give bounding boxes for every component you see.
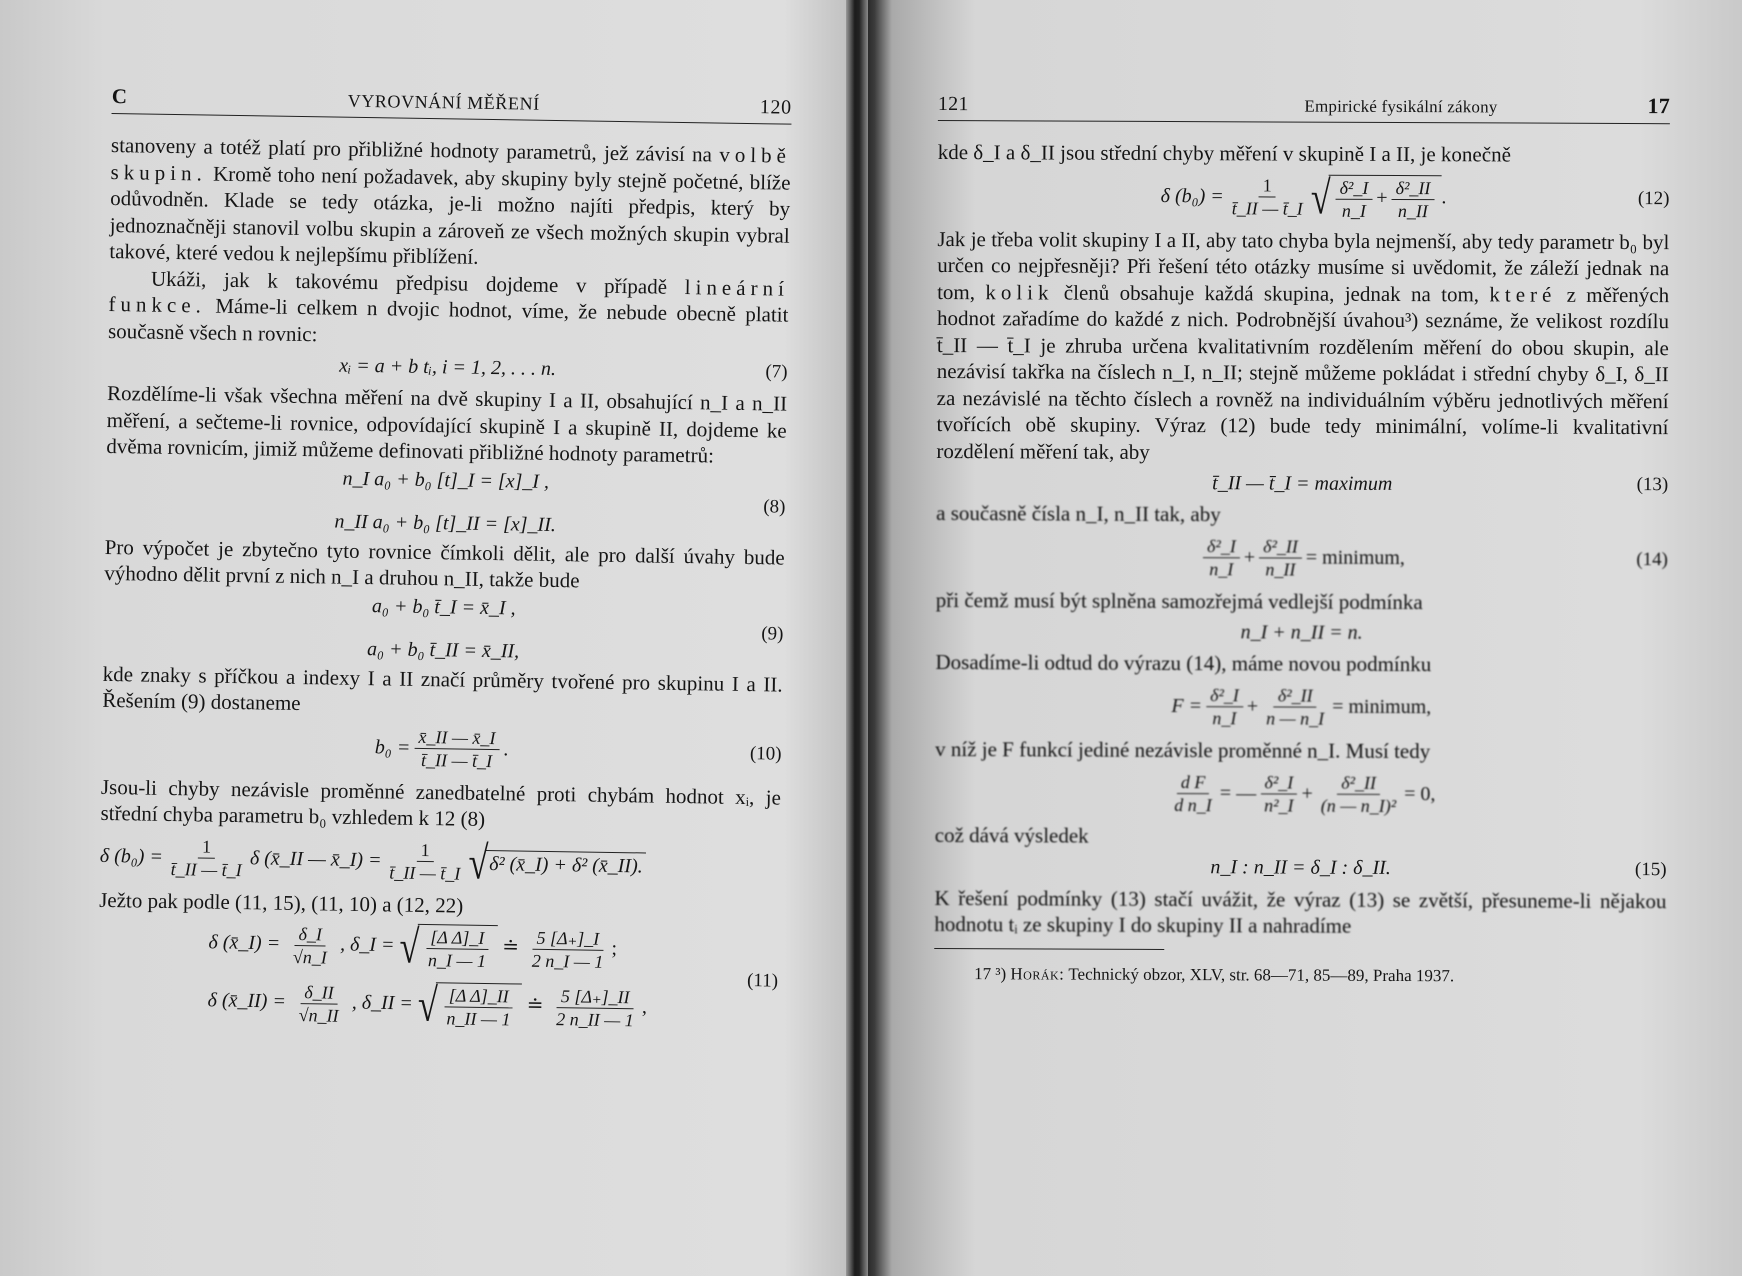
- running-title: Empirické fysikální zákony: [1304, 96, 1498, 117]
- paragraph: stanoveny a totéž platí pro přibližné hodnoty parametrů, jež závisí na volbě skupin. Kromě toho není požadavek, aby skupiny byly stejně početné, blíže odůvodněn. Klade se tedy otázka, je-li možno najíti předpis, který by jednoznačněji stanovil volbu skupin a zároveň ze všech možných skupin vybral takové, které vedou k nejlepšímu přiblížení.: [109, 132, 792, 269]
- left-running-head: [112, 84, 792, 125]
- equation-13: t̄_II — t̄_I = maximum (13): [1212, 471, 1669, 496]
- paragraph: a současně čísla n_I, n_II tak, aby: [936, 500, 1221, 527]
- equation-condition: n_I + n_II = n.: [1240, 620, 1363, 644]
- paragraph: při čemž musí být splněna samozřejmá vedlejší podmínka: [935, 587, 1423, 614]
- paragraph: Jsou-li chyby nezávisle proměnné zanedbatelné proti chybám hodnot xᵢ, je střední chyba parametru b₀ vzhledem k 12 (8): [100, 774, 782, 831]
- footnote-rule: [934, 947, 1164, 949]
- equation-14: $\frac{\text{δ²\_I}}{n\_I}$ + $\frac{\text{δ²\_II}}{n\_II}$ = minimum, (14): [936, 526, 1668, 589]
- paragraph: Pro výpočet je zbytečno tyto rovnice čímkoli dělit, ale pro další úvahy bude výhodno dělit první z nich n_I a druhou n_II, takže bude: [104, 534, 785, 593]
- book-gutter: [846, 0, 868, 1276]
- paragraph: Dosadíme-li odtud do výrazu (14), máme novou podmínku: [935, 649, 1432, 677]
- equation-15: n_I : n_II = δ_I : δ_II. (15): [1210, 856, 1667, 880]
- paragraph: kde δ_I a δ_II jsou střední chyby měření v skupině I a II, je konečně: [937, 139, 1511, 167]
- equation-8: n_I a₀ + b₀ [t]_I = [x]_I , n_II a₀ + b₀ [t]_II = [x]_II. (8): [334, 467, 786, 536]
- equation-11: δ (x̄_I) = $\frac{\delta\_I}{√n\_I}$ , δ_I = √ $\frac{\text{[Δ Δ]\_I}}{n\_I — 1}$ ≐ $\frac{5 [\Delta_+]\_I}{2 n\_I — 1}$ ; δ (x̄_II) = $\frac{\delta\_II}{√n\_II}$ , δ_II = √ $\frac{\text{[Δ Δ]\_II}}{n\_II — 1}$ ≐ $\frac{5 [\Delta_+]\_II}{2 n\_II — 1}$ , (11): [207, 920, 779, 1032]
- equation-derivative: $\frac{\text{d F}}{\text{d n\_I}}$ = — $\frac{\text{δ²\_I}}{\text{n²\_I}}$ + $\frac{\text{δ²\_II}}{\text{(n — n\_I)²}}$ = 0,: [1174, 771, 1436, 816]
- paragraph: Jak je třeba volit skupiny I a II, aby tato chyba byla nejmenší, aby tedy parametr b₀ byl určen co nejpřesněji? Při řešení této otázky musíme si uvědomit, že záleží jednak na tom, kolik členů obsahuje každá skupina, jednak na tom, které z měřených hodnot zařadíme do každé z nich. Podrobnější úvahou³) seznáme, že velikost rozdílu t̄_II — t̄_I je zhruba určena kvalitativním rozdělením měření do obou skupin, ale nezávisí takřka na číslech n_I, n_II; stejně můžeme pokládat i střední chyby δ_I, δ_II za nezávislé na těchto číslech a rovněž na individuálním výběru jednotlivých měření tvořících obě skupiny. Výraz (12) bude tedy minimální, volíme-li kvalitativní rozdělení měření tak, aby: [936, 226, 1670, 464]
- left-page: [0, 0, 848, 1276]
- equation-12: δ (b₀) = $\frac{1}{t̄\_II — t̄\_I}$ √ $\frac{\text{δ²\_I}}{n\_I}$ + $\frac{\text{δ²\_II}}{n\_II}$ . (12): [1160, 171, 1670, 224]
- page-number: 120: [759, 96, 792, 119]
- paragraph: kde znaky s příčkou a indexy I a II značí průměry tvořené pro skupinu I a II. Řešením (9) dostaneme: [102, 661, 783, 716]
- equation-9: a₀ + b₀ t̄_I = x̄_I , a₀ + b₀ t̄_II = x̄_II, (9): [366, 594, 784, 662]
- equation-7: xᵢ = a + b tᵢ, i = 1, 2, . . . n. (7): [339, 354, 788, 383]
- footnote: 17 ³) Horák: Technický obzor, XLV, str. 68—71, 85—89, Praha 1937.: [974, 963, 1455, 985]
- paragraph: Rozdělíme-li však všechna měření na dvě skupiny I a II, obsahující n_I a n_II měření, a sečteme-li rovnice, odpovídající skupině I a skupině II, dojdeme ke dvěma rovnicím, jimiž můžeme definovati přibližné hodnoty parametrů:: [106, 380, 788, 468]
- right-page: [868, 0, 1742, 1276]
- page-number: 121: [937, 92, 969, 116]
- paragraph: což dává výsledek: [934, 822, 1089, 848]
- paragraph: v níž je F funkcí jediné nezávisle proměnné n_I. Musí tedy: [935, 736, 1431, 763]
- equation-error-b0: δ (b₀) = $\frac{1}{t̄\_II — t̄\_I}$ δ (x̄_II — x̄_I) = $\frac{1}{t̄\_II — t̄\_I}$ √ δ² (x̄_I) + δ² (x̄_II).: [99, 826, 780, 897]
- paragraph: Ukáži, jak k takovému předpisu dojdeme v případě lineární funkce. Máme-li celkem n dvojic hodnot, víme, že nebude obecně platit současně všech n rovnic:: [107, 266, 790, 346]
- section-letter: C: [111, 84, 128, 109]
- paragraph: Ježto pak podle (11, 15), (11, 10) a (12, 22): [99, 887, 464, 918]
- equation-10: b₀ = $\frac{x̄\_II — x̄\_I}{t̄\_II — t̄\_I}$ . (10): [374, 726, 782, 772]
- equation-F: F = $\frac{\text{δ²\_I}}{n\_I}$ + $\frac{\text{δ²\_II}}{n — n\_I}$ = minimum,: [1171, 685, 1432, 729]
- paragraph: K řešení podmínky (13) stačí uvážit, že výraz (13) se zvětší, přesuneme-li nějakou hodnotu tᵢ ze skupiny I do skupiny II a nahradíme: [934, 885, 1667, 938]
- running-title: VYROVNÁNÍ MĚŘENÍ: [347, 90, 540, 114]
- right-running-head: [938, 90, 1670, 124]
- chapter-number: 17: [1647, 93, 1670, 119]
